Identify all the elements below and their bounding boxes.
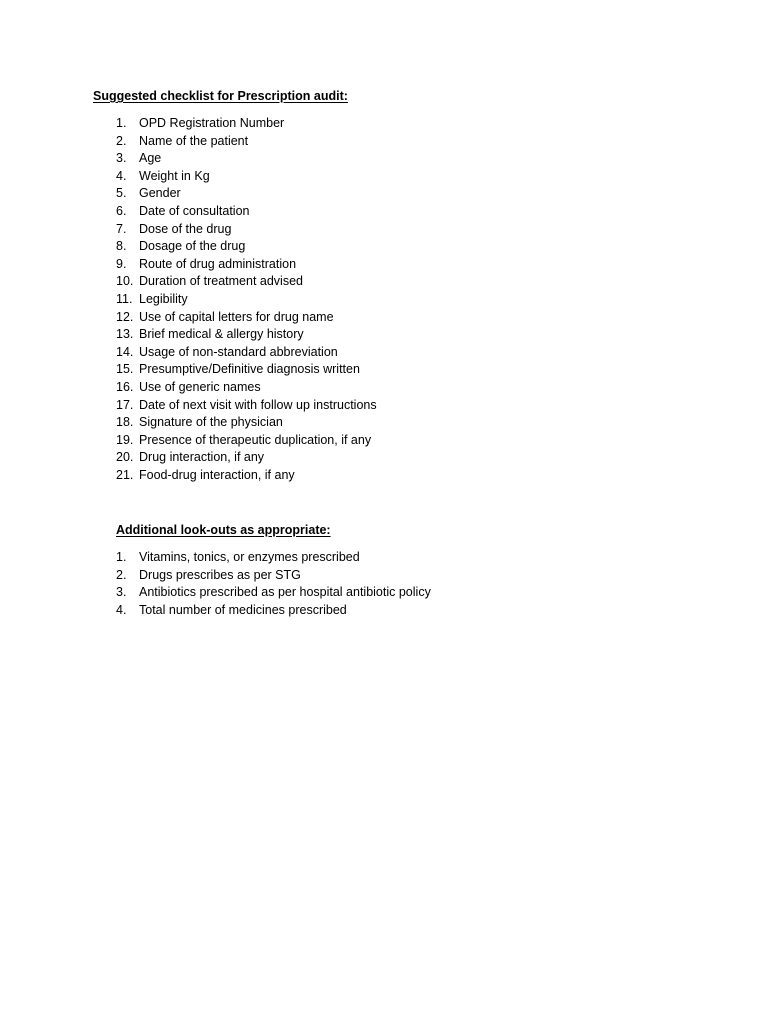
item-text: Antibiotics prescribed as per hospital antibiotic policy: [139, 585, 431, 600]
item-text: Date of consultation: [139, 203, 250, 218]
item-text: Use of capital letters for drug name: [139, 309, 334, 324]
item-text: Weight in Kg: [139, 168, 210, 183]
item-text: Drugs prescribes as per STG: [139, 567, 301, 582]
item-number: 20.: [116, 450, 134, 465]
item-text: Drug interaction, if any: [139, 450, 265, 465]
item-number: 4.: [116, 168, 127, 183]
item-text: Presumptive/Definitive diagnosis written: [139, 362, 360, 377]
item-number: 4.: [116, 602, 127, 617]
item-number: 11.: [116, 291, 133, 306]
item-text: Name of the patient: [139, 133, 249, 148]
item-text: Use of generic names: [139, 379, 261, 394]
item-text: Dose of the drug: [139, 221, 232, 236]
item-number: 12.: [116, 309, 134, 324]
item-number: 13.: [116, 327, 134, 342]
item-text: OPD Registration Number: [139, 116, 285, 130]
item-text: Food-drug interaction, if any: [139, 467, 295, 482]
item-text: Duration of treatment advised: [139, 274, 303, 289]
item-number: 21.: [116, 467, 134, 482]
item-number: 1.: [116, 116, 127, 130]
item-text: Gender: [139, 186, 181, 201]
item-number: 19.: [116, 432, 134, 447]
item-text: Brief medical & allergy history: [139, 327, 304, 342]
item-number: 6.: [116, 203, 127, 218]
item-text: Route of drug administration: [139, 256, 297, 271]
item-text: Legibility: [139, 291, 188, 306]
item-text: Total number of medicines prescribed: [139, 602, 347, 617]
item-number: 7.: [116, 221, 127, 236]
item-number: 5.: [116, 186, 127, 201]
item-number: 9.: [116, 256, 127, 271]
item-number: 2.: [116, 567, 127, 582]
checklist-title: Suggested checklist for Prescription audit:: [93, 89, 348, 103]
item-text: Age: [139, 151, 162, 166]
item-text: Usage of non-standard abbreviation: [139, 344, 338, 359]
item-number: 8.: [116, 239, 127, 254]
item-number: 10.: [116, 274, 134, 289]
item-number: 1.: [116, 550, 127, 564]
item-number: 17.: [116, 397, 134, 412]
item-number: 18.: [116, 415, 134, 430]
item-number: 3.: [116, 585, 127, 600]
item-number: 15.: [116, 362, 134, 377]
item-text: Vitamins, tonics, or enzymes prescribed: [139, 550, 360, 564]
item-text: Presence of therapeutic duplication, if any: [139, 432, 372, 447]
item-number: 14.: [116, 344, 134, 359]
item-number: 2.: [116, 133, 127, 148]
item-number: 16.: [116, 379, 134, 394]
item-text: Dosage of the drug: [139, 239, 246, 254]
item-number: 3.: [116, 151, 127, 166]
item-text: Signature of the physician: [139, 415, 283, 430]
additional-lookouts-title: Additional look-outs as appropriate:: [116, 523, 331, 537]
item-text: Date of next visit with follow up instructions: [139, 397, 377, 412]
